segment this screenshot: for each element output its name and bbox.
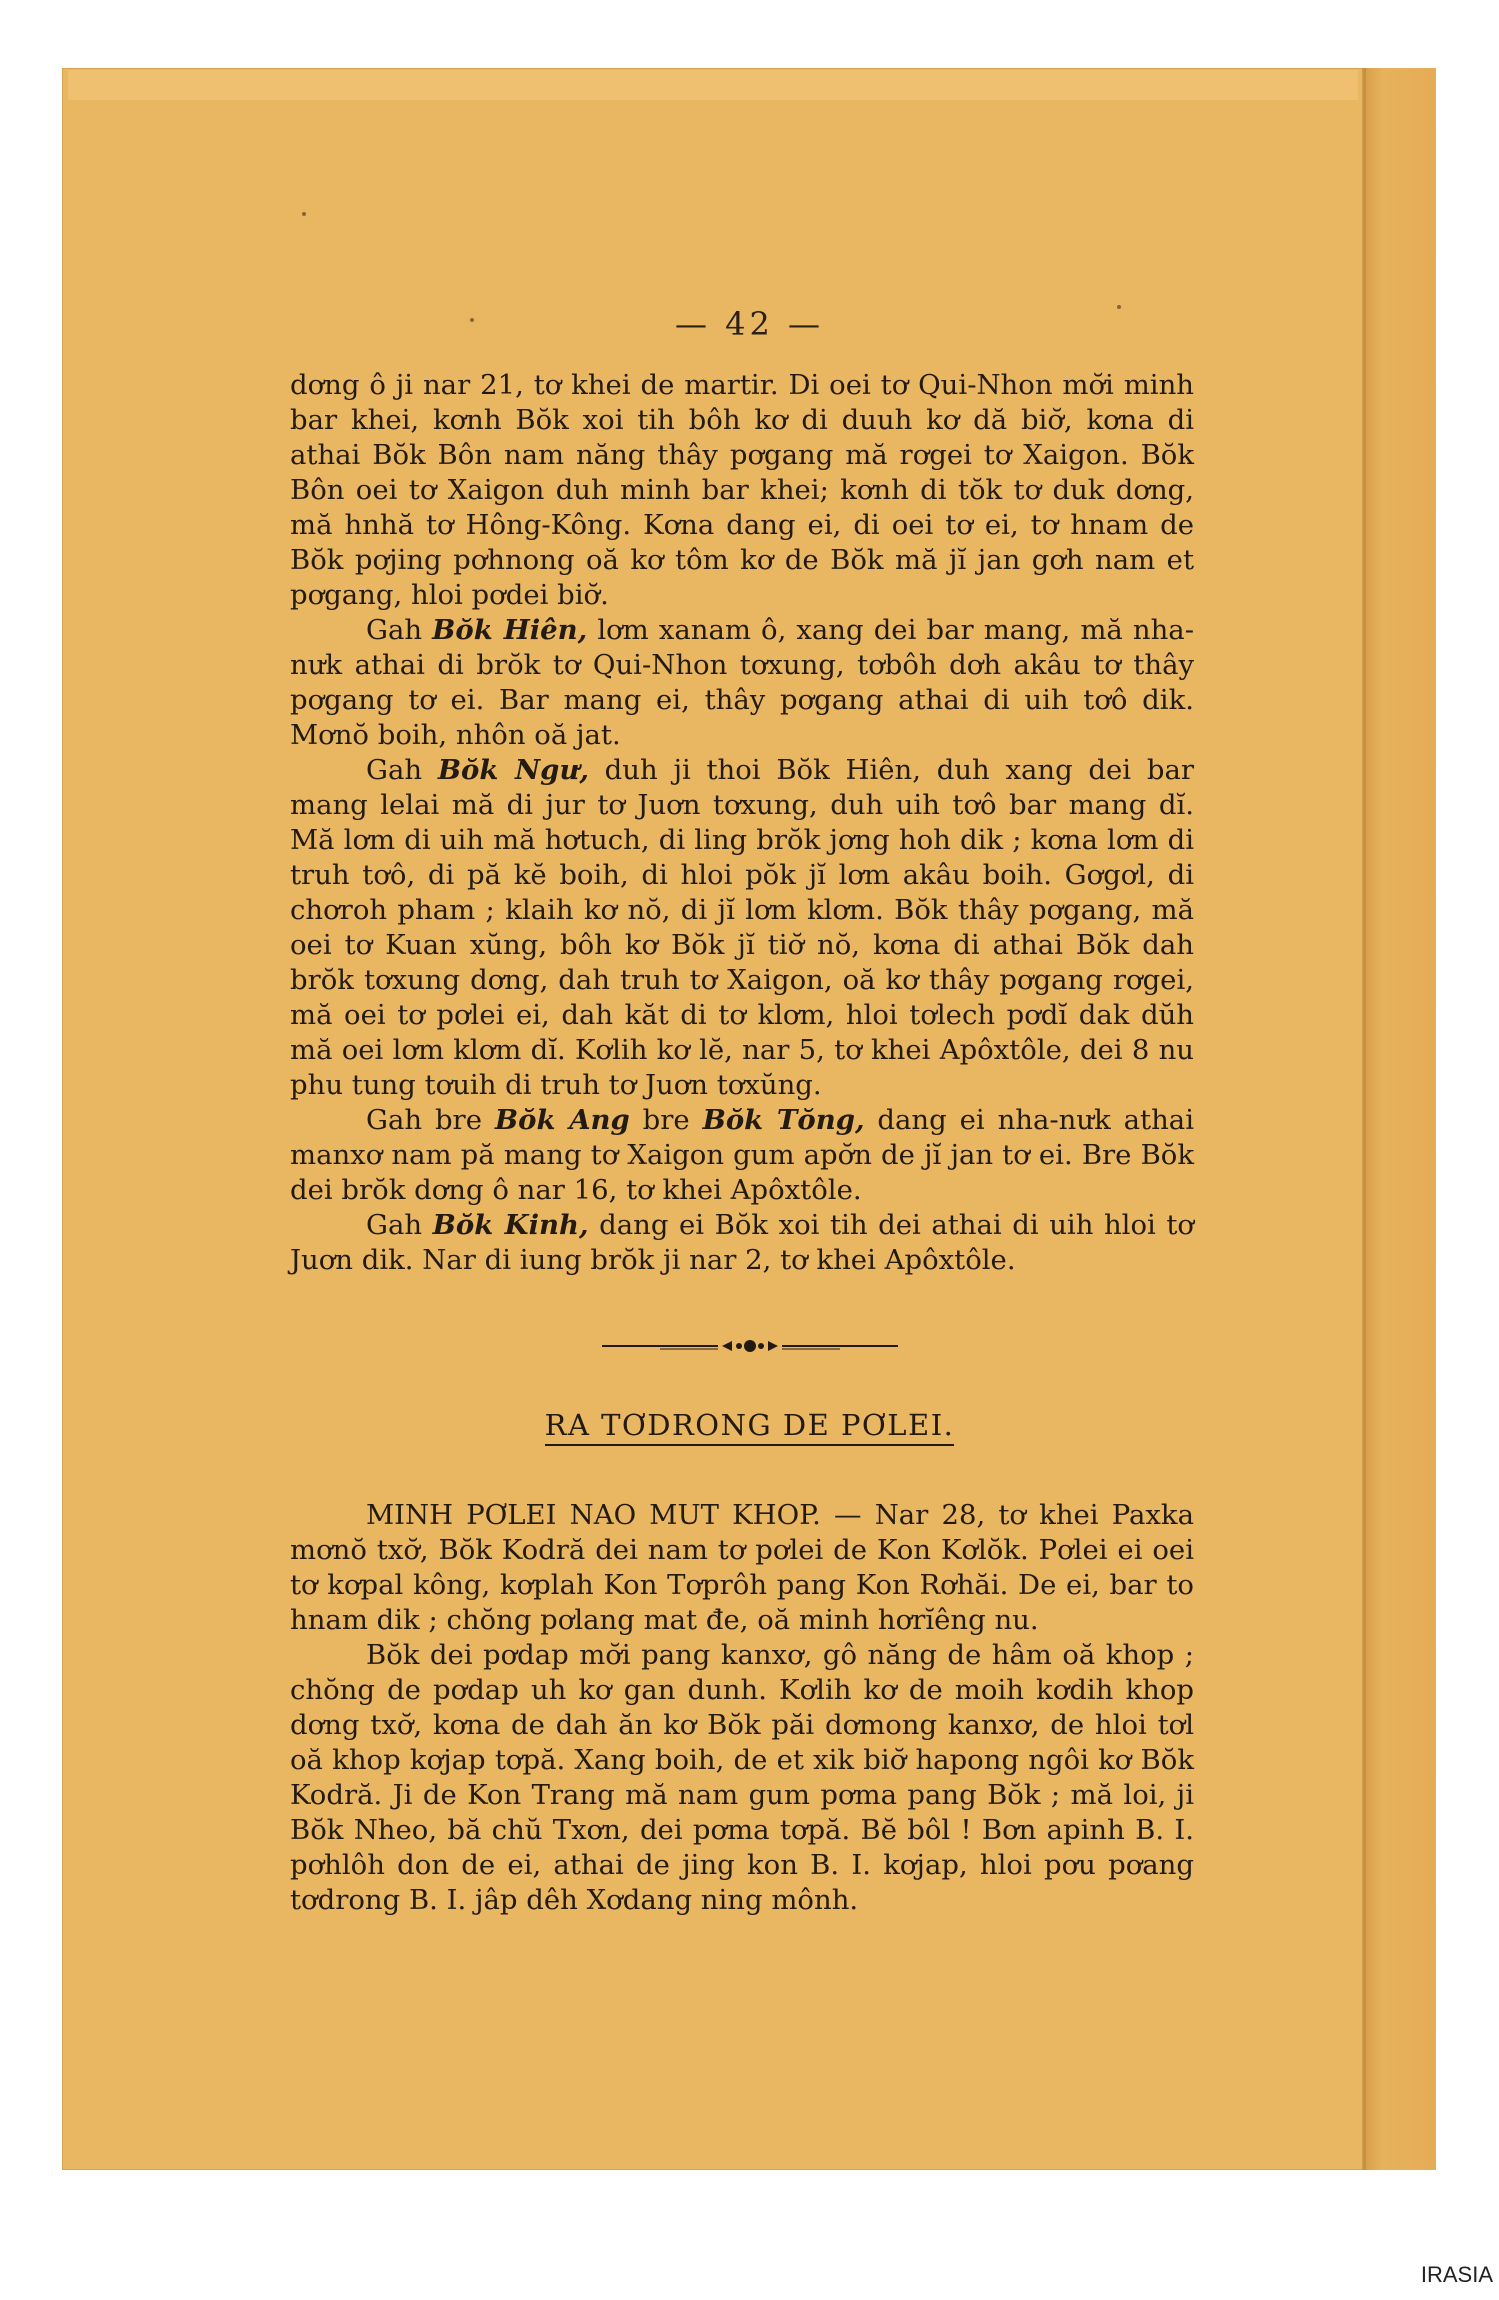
paragraph-text: Gah	[366, 1209, 433, 1241]
paragraph-text: lơm xanam ô, xang dei bar mang, mă nha-nưk athai di brŏk tơ Qui-Nhon tơxung, tơbôh dơh akâu tơ thây pơgang tơ ei. Bar mang ei, thây pơgang athai di uih tơô dik. Mơnŏ boih, nhôn oă jat.	[290, 614, 1194, 751]
paragraph-text: dang ei nha-nưk athai manxơ nam pă mang tơ Xaigon gum apơ̆n de jĭ jan tơ ei. Bre Bŏk dei brŏk dơng ô nar 16, tơ khei Apôxtôle.	[290, 1104, 1194, 1206]
section-divider-ornament	[600, 1336, 900, 1356]
paragraph	[290, 753, 1194, 1103]
paragraph	[290, 613, 1194, 753]
paragraph	[290, 1208, 1194, 1278]
paragraph	[290, 368, 1194, 613]
paragraph-text: Gah bre	[366, 1104, 495, 1136]
paragraph	[290, 1498, 1194, 1638]
person-name: Bŏk Kinh,	[432, 1209, 589, 1241]
paragraph-text: Bŏk dei pơdap mơ̆i pang kanxơ, gô năng de hâm oă khop ; chŏng de pơdap uh kơ gan dunh. Kơlih kơ de moih kơdih khop dơng txơ̆, kơna de dah ăn kơ Bŏk păi dơmong kanxơ, de hloi tơl oă khop kơjap tơpă. Xang boih, de et xik biơ̆ hapong ngôi kơ Bŏk Kodră. Ji de Kon Trang mă nam gum pơma pang Bŏk ; mă loi, ji Bŏk Nheo, bă chŭ Txơn, dei pơma tơpă. Bĕ bôl ! Bơn apinh B. I. pơhlôh don de ei, athai de jing kon B. I. kơjap, hloi pơu pơang tơdrong B. I. jâp dêh Xơdang ning mônh.	[290, 1639, 1194, 1916]
paragraph-text: dang ei Bŏk xoi tih dei athai di uih hloi tơ Juơn dik. Nar di iung brŏk ji nar 2, tơ khei Apôxtôle.	[290, 1209, 1194, 1276]
paragraph-text: dơng ô ji nar 21, tơ khei de martir. Di oei tơ Qui-Nhon mơ̆i minh bar khei, kơnh Bŏk xoi tih bôh kơ di duuh kơ dă biơ̆, kơna di athai Bŏk Bôn nam năng thây pơgang mă rơgei tơ Xaigon. Bŏk Bôn oei tơ Xaigon duh minh bar khei; kơnh di tŏk tơ duk dơng, mă hnhă tơ Hông-Kông. Kơna dang ei, di oei tơ ei, tơ hnam de Bŏk pơjing pơhnong oă kơ tôm kơ de Bŏk mă jĭ jan gơh nam et pơgang, hloi pơdei biơ̆.	[290, 369, 1194, 611]
source-watermark-label: IRASIA	[1420, 2262, 1493, 2287]
person-name: Bŏk Hiên,	[432, 614, 588, 646]
paragraph	[290, 1638, 1194, 1918]
paragraph-text: duh ji thoi Bŏk Hiên, duh xang dei bar mang lelai mă di jur tơ Juơn tơxung, duh uih tơô bar mang dĭ. Mă lơm di uih mă hơtuch, di ling brŏk jơng hoh dik ; kơna lơm di truh tơô, di pă kĕ boih, di hloi pŏk jĭ lơm akâu boih. Gơgơl, di chơroh pham ; klaih kơ nŏ, di jĭ lơm klơm. Bŏk thây pơgang, mă oei tơ Kuan xŭng, bôh kơ Bŏk jĭ tiơ̆ nŏ, kơna di athai Bŏk dah brŏk tơxung dơng, dah truh tơ Xaigon, oă kơ thây pơgang rơgei, mă oei tơ pơlei ei, dah kăt di tơ klơm, hloi tơlech pơdĭ dak dŭh mă oei lơm klơm dĭ. Kơlih kơ lĕ, nar 5, tơ khei Apôxtôle, dei 8 nu phu tung tơuih di truh tơ Juơn tơxŭng.	[290, 754, 1194, 1101]
section-heading	[0, 1408, 1499, 1442]
person-name: Bŏk Ngư,	[437, 754, 589, 786]
paragraph-text: — Nar 28, tơ khei Paxka mơnŏ txơ̆, Bŏk Kodră dei nam tơ pơlei de Kon Kơlŏk. Pơlei ei oei tơ kơpal kông, kơplah Kon Tơprôh pang Kon Rơhăi. De ei, bar to hnam dik ; chŏng pơlang mat đe, oă minh hơrĭêng nu.	[290, 1499, 1194, 1636]
page-fold-shadow	[1362, 68, 1366, 2170]
news-section	[290, 1498, 1194, 1918]
section-heading-text: RA TƠDRONG DE PƠLEI.	[545, 1408, 955, 1446]
page-number: — 42 —	[674, 305, 825, 343]
person-name: Bŏk Ang	[494, 1104, 630, 1136]
paragraph	[290, 1103, 1194, 1208]
paragraph-text: bre	[629, 1104, 703, 1136]
news-item-title: MINH PƠLEI NAO MUT KHOP.	[366, 1499, 821, 1531]
adjacent-page-edge	[1364, 68, 1436, 2170]
person-name: Bŏk Tŏng,	[702, 1104, 865, 1136]
paper-top-band	[68, 70, 1358, 100]
article-continuation	[290, 368, 1194, 1278]
paper-speck	[302, 212, 306, 216]
paragraph-text: Gah	[366, 754, 438, 786]
paragraph-text: Gah	[366, 614, 433, 646]
